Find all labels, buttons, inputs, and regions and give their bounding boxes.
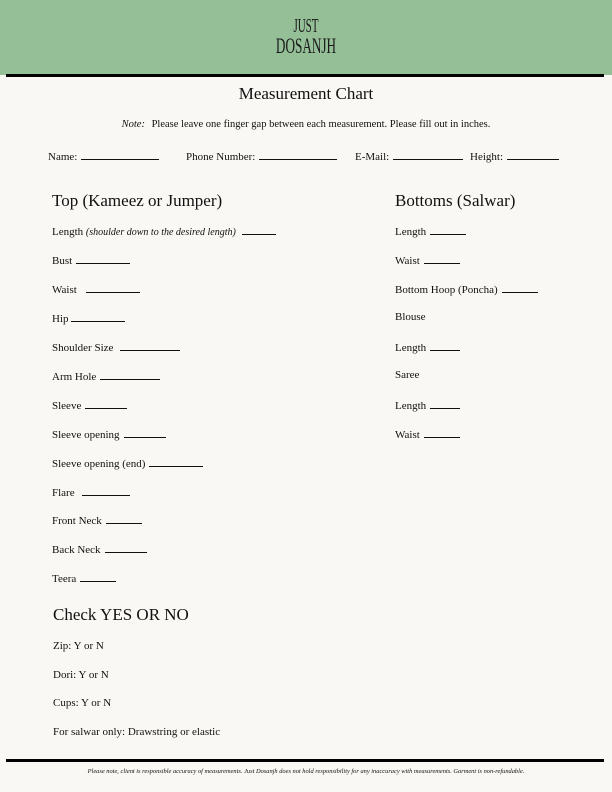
height-blank[interactable] <box>507 149 559 160</box>
top-item-bust[interactable] <box>52 253 130 267</box>
name-blank[interactable] <box>81 149 159 160</box>
item-label: Blouse <box>395 311 426 323</box>
note-text: Please leave one finger gap between each measurement. Please fill out in inches. <box>151 119 491 130</box>
bottom-item-waist[interactable] <box>395 253 460 267</box>
item-label: Bust <box>52 255 73 267</box>
email-blank[interactable] <box>393 149 463 160</box>
item-blank[interactable] <box>149 456 203 467</box>
item-blank[interactable] <box>100 369 160 380</box>
bottom-item-saree-waist[interactable] <box>395 427 460 441</box>
top-item-back-neck[interactable] <box>52 542 147 556</box>
item-label: Waist <box>395 429 420 441</box>
name-field[interactable] <box>48 149 159 163</box>
item-label: Hip <box>52 313 69 325</box>
height-label: Height: <box>470 151 503 163</box>
note-line <box>0 119 612 130</box>
phone-blank[interactable] <box>259 149 337 160</box>
email-field[interactable] <box>355 149 463 163</box>
bottom-section-heading: Bottoms (Salwar) <box>395 191 516 210</box>
name-label: Name: <box>48 151 78 163</box>
top-item-sleeve[interactable] <box>52 398 127 412</box>
item-blank[interactable] <box>430 224 466 235</box>
item-blank[interactable] <box>242 224 276 235</box>
item-blank[interactable] <box>424 427 460 438</box>
item-blank[interactable] <box>120 340 180 351</box>
item-blank[interactable] <box>85 398 127 409</box>
item-label: Front Neck <box>52 515 102 527</box>
item-label: Sleeve <box>52 400 82 412</box>
top-item-arm-hole[interactable] <box>52 369 160 383</box>
top-item-sleeve-opening-end[interactable] <box>52 456 203 470</box>
note-label: Note: <box>121 119 145 130</box>
item-blank[interactable] <box>424 253 460 264</box>
item-label: Length <box>52 226 84 238</box>
brand-logo-line1: JUST <box>293 15 319 37</box>
item-label: Length <box>395 400 427 412</box>
item-label: Flare <box>52 487 75 499</box>
check-item-cups[interactable]: Cups: Y or N <box>53 697 112 709</box>
top-section-heading: Top (Kameez or Jumper) <box>52 191 223 210</box>
item-blank[interactable] <box>502 282 538 293</box>
item-blank[interactable] <box>82 485 130 496</box>
page-title: Measurement Chart <box>238 84 374 103</box>
bottom-item-saree <box>395 369 419 381</box>
top-item-flare[interactable] <box>52 485 130 499</box>
item-label: Bottom Hoop (Poncha) <box>395 284 498 296</box>
item-label: Length <box>395 342 427 354</box>
item-label: Sleeve opening (end) <box>52 458 146 470</box>
phone-field[interactable] <box>186 149 337 163</box>
top-divider <box>6 74 604 77</box>
disclaimer-footer: Please note, client is responsible accuracy of measurements. Just Dosanjh does not hold responsibility for any inaccuracy with measurements. Garment is non-refundable. <box>87 768 525 775</box>
bottom-item-blouse-length[interactable] <box>395 340 460 354</box>
email-label: E-Mail: <box>355 151 390 163</box>
top-item-hip[interactable] <box>52 311 125 325</box>
item-label: Length <box>395 226 427 238</box>
check-section-heading: Check YES OR NO <box>53 605 189 624</box>
item-blank[interactable] <box>76 253 130 264</box>
item-label: Back Neck <box>52 544 101 556</box>
bottom-item-bottom-hoop[interactable] <box>395 282 538 296</box>
height-field[interactable] <box>470 149 559 163</box>
check-item-dori[interactable]: Dori: Y or N <box>53 669 109 681</box>
item-label: Teera <box>52 573 77 585</box>
top-item-waist[interactable] <box>52 282 140 296</box>
bottom-divider <box>6 759 604 762</box>
top-item-teera[interactable] <box>52 571 116 585</box>
check-item-salwar[interactable]: For salwar only: Drawstring or elastic <box>53 726 221 738</box>
brand-logo-line2: DOSANJH <box>275 33 337 58</box>
item-label: Sleeve opening <box>52 429 120 441</box>
header-banner <box>0 0 612 75</box>
check-item-zip[interactable]: Zip: Y or N <box>53 640 104 652</box>
bottom-item-length[interactable] <box>395 224 466 238</box>
bottom-item-blouse <box>395 311 426 323</box>
top-item-length[interactable] <box>52 224 276 238</box>
item-hint: (shoulder down to the desired length) <box>85 227 236 238</box>
phone-label: Phone Number: <box>186 151 256 163</box>
item-blank[interactable] <box>71 311 125 322</box>
item-blank[interactable] <box>80 571 116 582</box>
top-item-sleeve-opening[interactable] <box>52 427 166 441</box>
top-item-front-neck[interactable] <box>52 513 142 527</box>
item-label: Saree <box>395 369 420 381</box>
item-label: Arm Hole <box>52 371 97 383</box>
item-label: Waist <box>395 255 420 267</box>
item-blank[interactable] <box>124 427 166 438</box>
item-blank[interactable] <box>430 398 460 409</box>
bottom-item-saree-length[interactable] <box>395 398 460 412</box>
item-blank[interactable] <box>430 340 460 351</box>
top-item-shoulder-size[interactable] <box>52 340 180 354</box>
item-label: Waist <box>52 284 77 296</box>
item-blank[interactable] <box>106 513 142 524</box>
item-label: Shoulder Size <box>52 342 114 354</box>
item-blank[interactable] <box>105 542 147 553</box>
item-blank[interactable] <box>86 282 140 293</box>
